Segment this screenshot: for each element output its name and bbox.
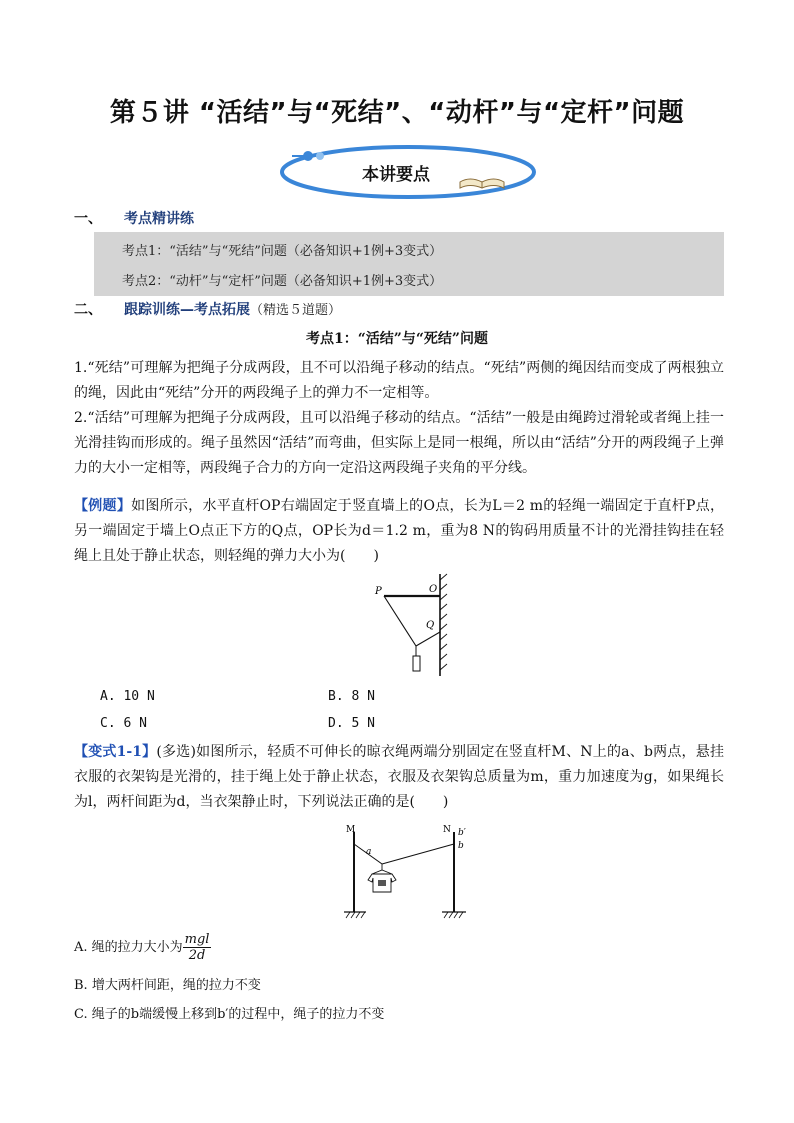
variant-question xyxy=(74,740,724,815)
outline-section-1 xyxy=(74,208,194,228)
option-b: B. 8 N xyxy=(328,689,375,704)
example-figure xyxy=(370,572,450,680)
example-text: 如图所示，水平直杆OP右端固定于竖直墙上的O点，长为L＝2 m的轻绳一端固定于直杆P点，另一端固定于墙上O点正下方的Q点，OP长为d＝1.2 m，重为8 N的钩码用质量不计的光滑挂钩挂在轻绳上且处于静止状态，则轻绳的弹力大小为( ) xyxy=(74,498,724,564)
section-title: 考点精讲练 xyxy=(124,211,194,227)
variant-text: (多选)如图所示，轻质不可伸长的晾衣绳两端分别固定在竖直杆M、N上的a、b两点，悬挂衣服的衣架钩是光滑的，挂于绳上处于静止状态，衣服及衣架钩总质量为m，重力加速度为g，如果绳长为l，两杆间距为d，当衣架静止时，下列说法正确的是( ) xyxy=(74,744,724,810)
variant-label: 【变式1-1】 xyxy=(74,744,157,760)
variant-option-a: A. 绳的拉力大小为 $\frac{\text{mgl}}{2d}$ xyxy=(74,932,210,963)
label-p: P xyxy=(375,586,382,597)
outline-item-1: 考点1：“活结”与“死结”问题（必备知识+1例+3变式） xyxy=(122,244,443,259)
outline-items-box xyxy=(94,232,724,296)
shirt-on-hanger xyxy=(368,864,396,892)
dot-icon xyxy=(303,151,313,161)
example-question xyxy=(74,494,724,569)
page-title: 第５讲 “活结”与“死结”、“动杆”与“定杆”问题 xyxy=(109,98,685,128)
section-number: 一、 xyxy=(74,211,102,227)
example-label: 【例题】 xyxy=(74,498,132,514)
outline-item-2: 考点2：“动杆”与“定杆”问题（必备知识+1例+3变式） xyxy=(122,274,443,289)
label-q: Q xyxy=(426,620,435,631)
option-a: A. 10 N xyxy=(100,689,155,704)
section-title: 跟踪训练—考点拓展 xyxy=(124,302,250,318)
section-note: （精选５道题） xyxy=(250,303,342,318)
label-a: a xyxy=(366,847,372,857)
clothesline-figure xyxy=(342,822,474,920)
option-d: D. 5 N xyxy=(328,716,375,731)
label-m: M xyxy=(346,825,356,835)
label-n: N xyxy=(443,825,451,835)
variant-option-c: C. 绳子的b端缓慢上移到b′的过程中，绳子的拉力不变 xyxy=(74,1007,385,1022)
badge-label: 本讲要点 xyxy=(362,165,430,185)
paragraph-dead-knot: 1.“死结”可理解为把绳子分成两段，且不可以沿绳子移动的结点。“死结”两侧的绳因结而变成了两根独立的绳，因此由“死结”分开的两段绳子上的弹力不一定相等。 xyxy=(74,360,724,401)
variant-option-b: B. 增大两杆间距，绳的拉力不变 xyxy=(74,978,261,993)
label-b: b xyxy=(458,841,464,851)
fraction: $\frac{\text{mgl}}{2d}$ xyxy=(184,932,210,963)
weight-block xyxy=(413,656,420,671)
label-b-prime: b′ xyxy=(458,828,466,838)
paragraph-live-knot: 2.“活结”可理解为把绳子分成两段，且可以沿绳子移动的结点。“活结”一般是由绳跨过滑轮或者绳上挂一光滑挂钩而形成的。绳子虽然因“活结”而弯曲，但实际上是同一根绳，所以由“活结”分开的两段绳子上弹力的大小一定相等，两段绳子合力的方向一定沿这两段绳子夹角的平分线。 xyxy=(74,410,724,476)
option-c: C. 6 N xyxy=(100,716,147,731)
label-o: O xyxy=(429,584,438,595)
outline-section-2 xyxy=(74,299,341,319)
knowledge-text xyxy=(74,356,724,481)
section-heading: 考点1：“活结”与“死结”问题 xyxy=(306,331,488,347)
section-number: 二、 xyxy=(74,302,102,318)
book-icon xyxy=(460,179,504,188)
